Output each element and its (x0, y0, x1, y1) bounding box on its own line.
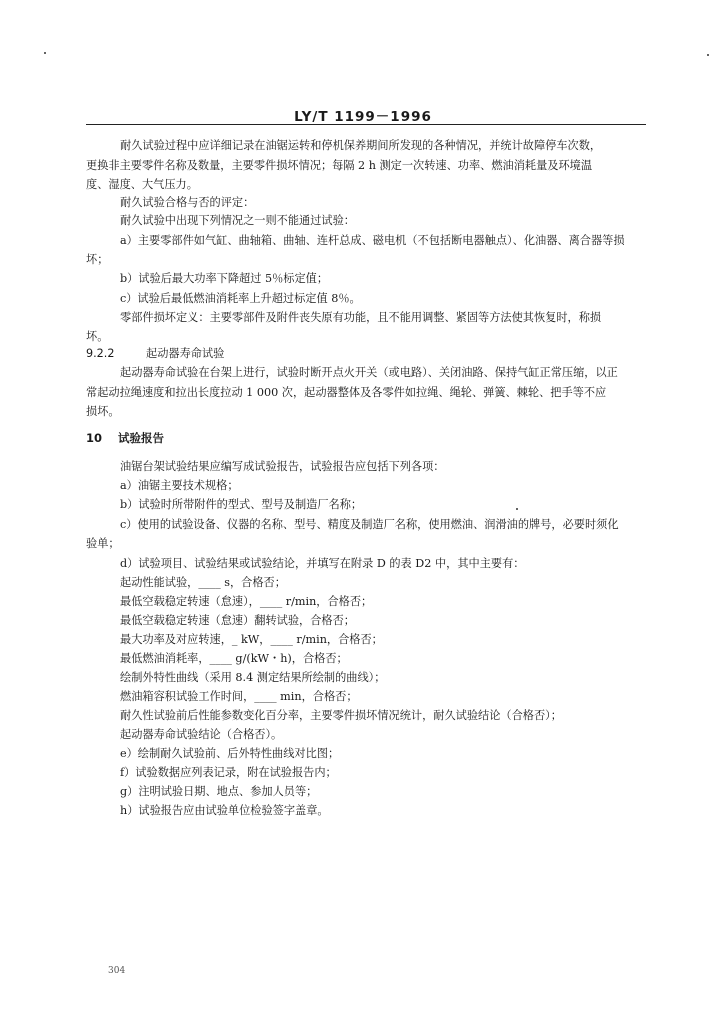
list-subitem: 起动器寿命试验结论（合格否）。 (120, 728, 283, 741)
text-line: 起动器寿命试验在台架上进行，试验时断开点火开关（或电路）、关闭油路、保持气缸正常压缩，以正 (120, 366, 618, 379)
list-subitem: 最低空载稳定转速（怠速），____ r/min，合格否； (120, 595, 373, 608)
section-title: 起动器寿命试验 (146, 347, 225, 360)
standard-header: LY/T 1199－1996 (294, 109, 432, 125)
list-item: b）试验后最大功率下降超过 5％标定值； (120, 272, 329, 285)
scan-speck (707, 54, 709, 56)
list-item: h）试验报告应由试验单位检验签字盖章。 (120, 804, 329, 817)
text-line: 验单； (86, 537, 120, 550)
list-subitem: 绘制外特性曲线（采用 8.4 测定结果所绘制的曲线）； (120, 671, 386, 684)
text-line: 坏。 (86, 330, 109, 343)
list-subitem: 最大功率及对应转速，_ kW，____ r/min，合格否； (120, 633, 383, 646)
list-subitem: 最低空载稳定转速（怠速）翻转试验，合格否； (120, 614, 355, 627)
list-subitem: 最低燃油消耗率，____ g/(kW・h)，合格否； (120, 652, 348, 665)
list-item: c）试验后最低燃油消耗率上升超过标定值 8％。 (120, 292, 361, 305)
text-line: 更换非主要零件名称及数量，主要零件损坏情况；每隔 2 h 测定一次转速、功率、燃油消耗量及环境温 (86, 159, 593, 172)
text-line: 度、湿度、大气压力。 (86, 178, 198, 191)
text-line: 油锯台架试验结果应编写成试验报告，试验报告应包括下列各项： (120, 460, 445, 473)
text-line: 常起动拉绳速度和拉出长度拉动 1 000 次，起动器整体及各零件如拉绳、绳轮、弹簧、棘轮、把手等不应 (86, 386, 607, 399)
section-title: 试验报告 (118, 431, 164, 445)
header-rule (86, 124, 646, 125)
list-item: d）试验项目、试验结果或试验结论，并填写在附录 D 的表 D2 中，其中主要有： (120, 557, 525, 570)
list-item: a）油锯主要技术规格； (120, 479, 239, 492)
text-line: 耐久试验中出现下列情况之一则不能通过试验： (120, 214, 355, 227)
text-line: 耐久试验合格与否的评定： (120, 196, 255, 209)
list-item: b）试验时所带附件的型式、型号及制造厂名称； (120, 498, 363, 511)
list-subitem: 起动性能试验，____ s，合格否； (120, 576, 286, 589)
list-item: e）绘制耐久试验前、后外特性曲线对比图； (120, 747, 340, 760)
section-number: 9.2.2 (86, 347, 115, 360)
list-item: f）试验数据应列表记录，附在试验报告内； (120, 766, 337, 779)
text-line: 坏； (86, 253, 109, 266)
page-number: 304 (108, 966, 126, 976)
list-subitem: 燃油箱容积试验工作时间，____ min，合格否； (120, 690, 358, 703)
text-line: 耐久试验过程中应详细记录在油锯运转和停机保养期间所发现的各种情况，并统计故障停车次数， (120, 139, 602, 152)
text-line: 零部件损坏定义：主要零部件及附件丧失原有功能，且不能用调整、紧固等方法使其恢复时，称损 (120, 311, 602, 324)
text-line: 损坏。 (86, 405, 120, 418)
list-item: g）注明试验日期、地点、参加人员等； (120, 785, 318, 798)
scan-speck (44, 52, 46, 54)
list-item: c）使用的试验设备、仪器的名称、型号、精度及制造厂名称，使用燃油、润滑油的牌号，必要时须化 (120, 518, 619, 531)
list-subitem: 耐久性试验前后性能参数变化百分率，主要零件损坏情况统计，耐久试验结论（合格否）； (120, 709, 562, 722)
list-item: a）主要零部件如气缸、曲轴箱、曲轴、连杆总成、磁电机（不包括断电器触点）、化油器、离合器等损 (120, 234, 625, 247)
scan-speck (516, 508, 518, 510)
section-number: 10 (86, 431, 103, 445)
